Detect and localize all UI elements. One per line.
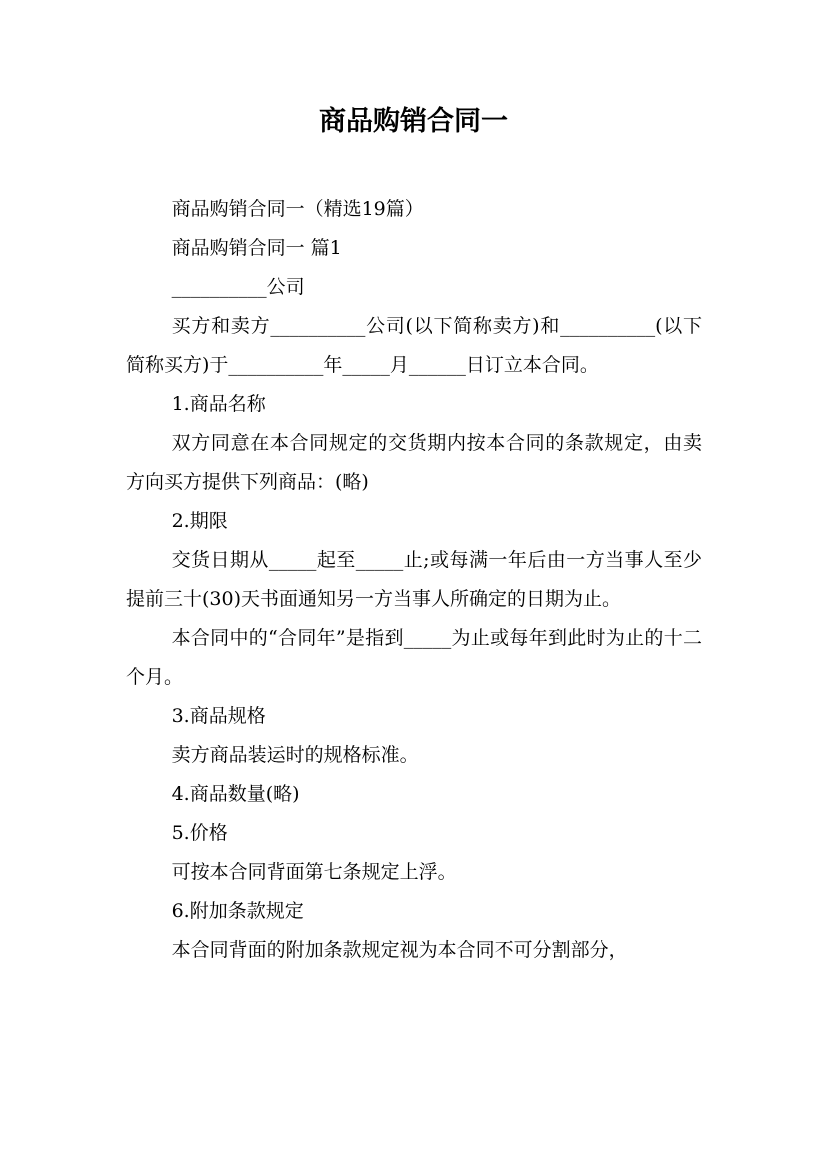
paragraph: 买方和卖方__________公司(以下简称卖方)和__________(以下简称买方)于__________年_____月______日订立本合同。 bbox=[126, 315, 702, 376]
paragraph: 5.价格 bbox=[171, 822, 228, 844]
document-title: 商品购销合同一 bbox=[319, 106, 508, 137]
paragraph: 1.商品名称 bbox=[171, 393, 266, 415]
paragraph: 本合同中的“合同年”是指到_____为止或每年到此时为止的十二个月。 bbox=[126, 627, 702, 688]
paragraph: 4.商品数量(略) bbox=[171, 783, 300, 805]
paragraph: 6.附加条款规定 bbox=[171, 900, 304, 922]
paragraph: 本合同背面的附加条款规定视为本合同不可分割部分， bbox=[171, 939, 628, 961]
paragraph: __________公司 bbox=[171, 276, 305, 298]
paragraph: 3.商品规格 bbox=[171, 705, 266, 727]
paragraph: 可按本合同背面第七条规定上浮。 bbox=[171, 861, 457, 883]
paragraph: 交货日期从_____起至_____止;或每满一年后由一方当事人至少提前三十(30)天书面通知另一方当事人所确定的日期为止。 bbox=[126, 549, 702, 610]
document-body bbox=[126, 190, 702, 970]
paragraph: 商品购销合同一（精选19篇） bbox=[171, 198, 424, 220]
paragraph: 2.期限 bbox=[171, 510, 228, 532]
paragraph: 卖方商品装运时的规格标准。 bbox=[171, 744, 419, 766]
paragraph: 商品购销合同一 篇1 bbox=[171, 237, 342, 259]
paragraph: 双方同意在本合同规定的交货期内按本合同的条款规定，由卖方向买方提供下列商品：(略) bbox=[126, 432, 702, 493]
